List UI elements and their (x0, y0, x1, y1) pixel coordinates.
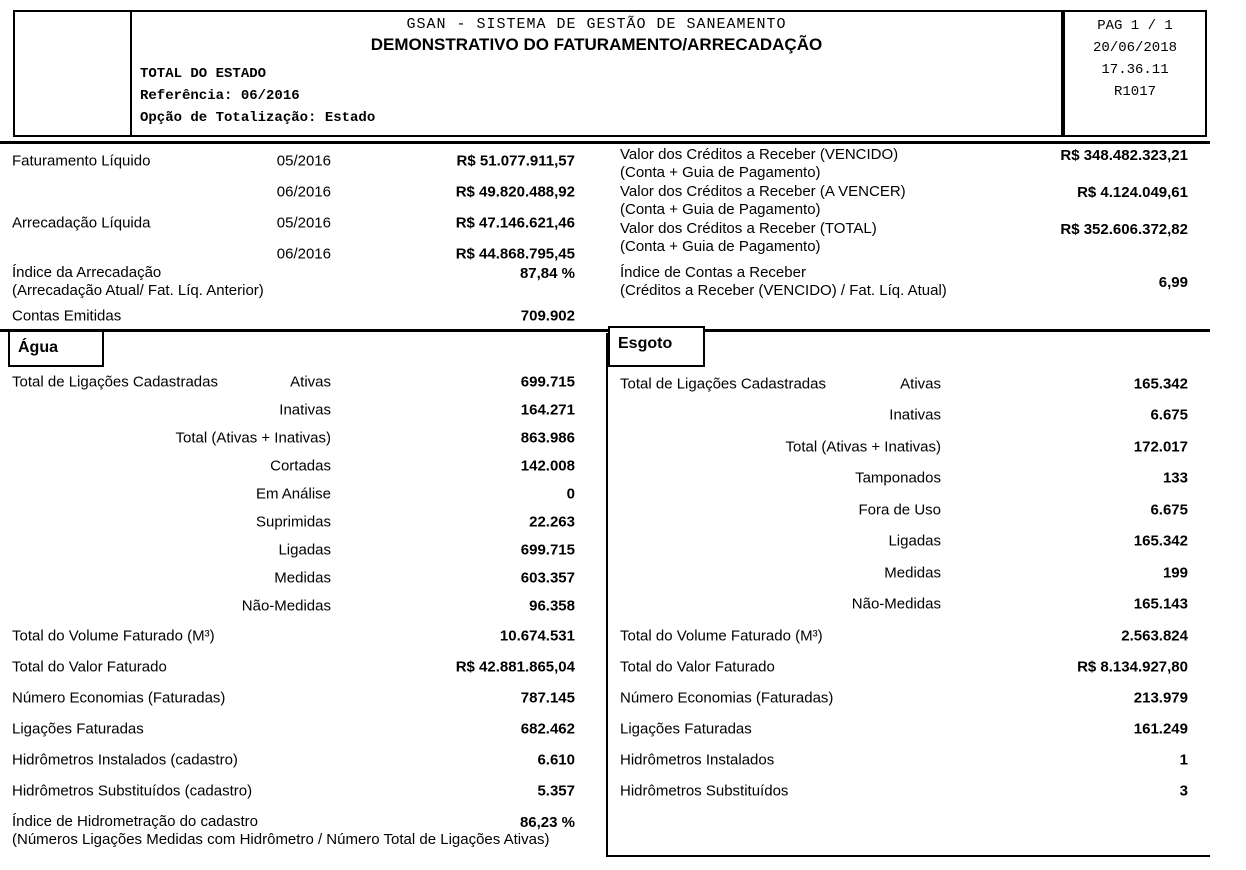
billing-summary (0, 145, 608, 269)
connections-row (0, 480, 608, 508)
row-sublabel: Total (Ativas + Inativas) (175, 429, 331, 447)
row-sublabel: Em Análise (255, 485, 331, 503)
section-title-esgoto: Esgoto (608, 326, 705, 367)
row-value: R$ 49.820.488,92 (455, 183, 575, 200)
total-row (0, 620, 608, 651)
report-scope: TOTAL DO ESTADO (140, 66, 267, 82)
connections-row (608, 431, 1210, 463)
system-title: GSAN - SISTEMA DE GESTÃO DE SANEAMENTO (406, 16, 787, 33)
connections-row (608, 368, 1210, 400)
row-period: 05/2016 (276, 214, 331, 231)
row-sublabel: Inativas (279, 401, 331, 419)
index-sublabel: (Créditos a Receber (VENCIDO) / Fat. Líq. Atual) (620, 282, 947, 299)
index-label: Índice da Arrecadação (12, 264, 162, 281)
row-label: Total do Valor Faturado (620, 658, 775, 675)
row-sublabel: Não-Medidas (851, 595, 941, 613)
connections-row (608, 526, 1210, 558)
total-row (0, 744, 608, 775)
row-value: 2.563.824 (1121, 627, 1188, 644)
index-label: Índice de Hidrometração do cadastro (12, 813, 258, 830)
row-value: R$ 352.606.372,82 (1060, 221, 1188, 238)
row-value: 165.342 (1133, 532, 1188, 550)
row-sublabel: Medidas (274, 569, 331, 587)
total-row (608, 713, 1210, 744)
header-divider (0, 141, 1210, 144)
row-sublabel: Fora de Uso (858, 501, 941, 519)
row-value: 22.263 (529, 513, 575, 531)
row-value: 0 (566, 485, 575, 503)
esgoto-column (608, 368, 1210, 806)
connections-row (608, 463, 1210, 495)
row-label: Arrecadação Líquida (12, 214, 151, 231)
billing-row (0, 207, 608, 238)
connections-row (0, 424, 608, 452)
row-value: 682.462 (520, 720, 575, 737)
report-time: 17.36.11 (1101, 62, 1169, 78)
connections-row (608, 589, 1210, 621)
row-value: R$ 51.077.911,57 (456, 152, 575, 169)
total-row (608, 775, 1210, 806)
index-value: 6,99 (1158, 274, 1188, 291)
total-row (0, 775, 608, 806)
report-header-box (130, 10, 1063, 137)
total-row (0, 713, 608, 744)
credit-row (608, 182, 1210, 219)
row-sublabel: Ativas (290, 373, 331, 391)
row-value: R$ 44.868.795,45 (455, 245, 575, 262)
row-label: Hidrômetros Instalados (cadastro) (12, 751, 238, 768)
meter-index-row (0, 812, 608, 856)
row-value: 699.715 (520, 541, 575, 559)
report-date: 20/06/2018 (1092, 40, 1177, 56)
billing-row (0, 176, 608, 207)
row-sublabel: Ligadas (278, 541, 331, 559)
row-value: 5.357 (537, 782, 575, 799)
connections-row (608, 494, 1210, 526)
row-value: 709.902 (520, 307, 575, 325)
logo-box (13, 10, 132, 137)
report-code: R1017 (1113, 84, 1156, 100)
row-label: Total do Volume Faturado (M³) (12, 627, 215, 644)
total-row (608, 651, 1210, 682)
row-value: 199 (1162, 564, 1188, 582)
issued-bills-row (0, 303, 608, 329)
connections-label: Total de Ligações Cadastradas (620, 375, 826, 393)
row-label: Hidrômetros Instalados (620, 751, 775, 768)
row-period: 06/2016 (276, 183, 331, 200)
row-sublabel: Suprimidas (255, 513, 331, 531)
row-label: Ligações Faturadas (620, 720, 752, 737)
row-value: 863.986 (520, 429, 575, 447)
credit-row (608, 145, 1210, 182)
row-sublabel: (Conta + Guia de Pagamento) (620, 164, 821, 181)
total-row (608, 682, 1210, 713)
row-value: R$ 4.124.049,61 (1077, 184, 1188, 201)
row-sublabel: Inativas (889, 406, 941, 424)
row-sublabel: Ligadas (888, 532, 941, 550)
row-value: 96.358 (529, 597, 575, 615)
row-value: 161.249 (1133, 720, 1188, 737)
row-value: 6.675 (1150, 501, 1188, 519)
row-sublabel: Cortadas (270, 457, 331, 475)
connections-row (0, 368, 608, 396)
row-value: 142.008 (520, 457, 575, 475)
row-value: 10.674.531 (499, 627, 575, 644)
row-value: 699.715 (520, 373, 575, 391)
row-sublabel: Total (Ativas + Inativas) (785, 438, 941, 456)
row-value: R$ 42.881.865,04 (455, 658, 575, 675)
row-label: Contas Emitidas (12, 307, 122, 325)
row-label: Total do Volume Faturado (M³) (620, 627, 823, 644)
row-sublabel: Não-Medidas (241, 597, 331, 615)
report-reference: Referência: 06/2016 (140, 88, 300, 104)
connections-row (0, 396, 608, 424)
connections-row (608, 400, 1210, 432)
row-value: 603.357 (520, 569, 575, 587)
row-label: Valor dos Créditos a Receber (VENCIDO) (620, 146, 899, 163)
row-label: Valor dos Créditos a Receber (A VENCER) (620, 183, 906, 200)
row-label: Hidrômetros Substituídos (620, 782, 789, 799)
connections-row (608, 557, 1210, 589)
row-period: 05/2016 (276, 152, 331, 169)
index-value: 87,84 % (519, 265, 575, 282)
row-value: 165.342 (1133, 375, 1188, 393)
collection-index (0, 263, 608, 303)
row-sublabel: Medidas (884, 564, 941, 582)
row-sublabel: Tamponados (855, 469, 941, 487)
row-value: 3 (1179, 782, 1188, 799)
row-label: Total do Valor Faturado (12, 658, 167, 675)
page-info-box (1063, 10, 1207, 137)
total-row (608, 744, 1210, 775)
row-value: R$ 47.146.621,46 (455, 214, 575, 231)
total-row (0, 651, 608, 682)
credit-row (608, 219, 1210, 256)
row-value: R$ 8.134.927,80 (1077, 658, 1188, 675)
receivable-index (608, 263, 1210, 303)
row-value: 787.145 (520, 689, 575, 706)
index-sublabel: (Números Ligações Medidas com Hidrômetro / Número Total de Ligações Ativas) (12, 831, 550, 848)
row-value: 165.143 (1133, 595, 1188, 613)
row-period: 06/2016 (276, 245, 331, 262)
row-value: 172.017 (1133, 438, 1188, 456)
row-value: 133 (1162, 469, 1188, 487)
report-title: DEMONSTRATIVO DO FATURAMENTO/ARRECADAÇÃO (370, 35, 823, 54)
row-sublabel: (Conta + Guia de Pagamento) (620, 201, 821, 218)
row-value: 6.610 (537, 751, 575, 768)
row-value: R$ 348.482.323,21 (1060, 147, 1188, 164)
row-sublabel: (Conta + Guia de Pagamento) (620, 238, 821, 255)
credits-summary (608, 145, 1210, 256)
row-value: 6.675 (1150, 406, 1188, 424)
index-sublabel: (Arrecadação Atual/ Fat. Líq. Anterior) (12, 282, 264, 299)
connections-row (0, 536, 608, 564)
billing-row (0, 145, 608, 176)
bottom-divider (606, 855, 1210, 857)
row-value: 1 (1179, 751, 1188, 768)
row-label: Hidrômetros Substituídos (cadastro) (12, 782, 253, 799)
row-label: Valor dos Créditos a Receber (TOTAL) (620, 220, 877, 237)
connections-row (0, 508, 608, 536)
row-label: Número Economias (Faturadas) (12, 689, 226, 706)
report-totalization: Opção de Totalização: Estado (140, 110, 376, 126)
page-number: PAG 1 / 1 (1097, 18, 1173, 34)
total-row (608, 620, 1210, 651)
row-value: 213.979 (1133, 689, 1188, 706)
section-divider (0, 329, 1210, 332)
index-label: Índice de Contas a Receber (620, 264, 806, 281)
agua-column (0, 368, 608, 856)
row-label: Número Economias (Faturadas) (620, 689, 834, 706)
total-row (0, 682, 608, 713)
row-label: Ligações Faturadas (12, 720, 144, 737)
index-value: 86,23 % (519, 814, 575, 831)
connections-row (0, 592, 608, 620)
connections-row (0, 564, 608, 592)
row-value: 164.271 (520, 401, 575, 419)
row-label: Faturamento Líquido (12, 152, 151, 169)
connections-label: Total de Ligações Cadastradas (12, 373, 218, 391)
row-sublabel: Ativas (900, 375, 941, 393)
connections-row (0, 452, 608, 480)
section-title-agua: Água (8, 330, 104, 367)
